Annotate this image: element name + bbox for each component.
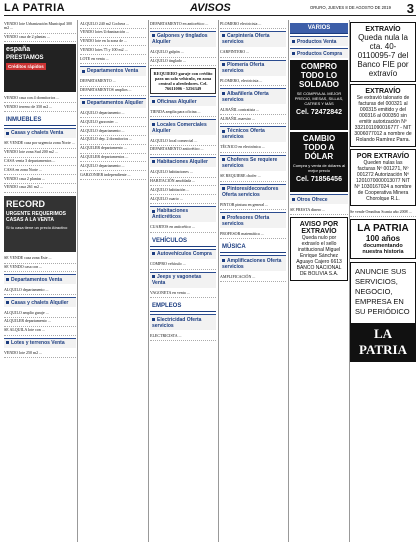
- centenary-logo: LA PATRIA: [357, 222, 409, 234]
- cambio-phone: Cel. 71856456: [296, 176, 342, 183]
- bullet-icon: [222, 259, 225, 262]
- category-bar: [150, 206, 216, 222]
- cambio-sub: Compra y venta de dólares al mejor precio: [292, 163, 346, 173]
- classified-ad: TIENDA amplia para oficina ...: [150, 108, 216, 117]
- classified-ad: PLOMERO electricista ...: [220, 20, 286, 29]
- extravio-title: EXTRAVÍO: [365, 88, 401, 95]
- bullet-icon: [222, 216, 225, 219]
- category-label: Electricidad Oferta servicios: [152, 316, 202, 329]
- category-label: Plomería Oferta servicios: [222, 62, 265, 75]
- category-label: Oficinas Alquiler: [157, 98, 197, 105]
- classified-ad: ALBAÑIL maestro ...: [220, 115, 286, 124]
- category-label: Productos Venta: [297, 38, 337, 45]
- centenary-years: 100 años: [365, 233, 401, 243]
- classified-ad: ALQUILER departamento ...: [80, 145, 146, 154]
- bullet-icon: [222, 158, 225, 161]
- bullet-icon: [222, 34, 225, 37]
- centenary-advert: [350, 219, 416, 259]
- bullet-icon: [152, 123, 155, 126]
- category-label: Autovehículos Compra: [157, 251, 212, 258]
- classified-ad: ELECTRICISTA ...: [150, 332, 216, 341]
- classified-ad: ALQUILO departamento ...: [4, 286, 76, 295]
- column-6: [350, 20, 416, 542]
- classified-ad: CASA venta 3 departamentos ...: [4, 158, 76, 167]
- classified-ad: ALQUILO local comercial ...: [150, 137, 216, 146]
- category-label: Profesores Oferta servicios: [222, 214, 270, 227]
- category-bar: [220, 255, 286, 271]
- category-label: Pintores/decoradores Oferta servicios: [222, 186, 279, 199]
- classified-ad: VENDO casa 2 plantas ...: [4, 175, 76, 184]
- record-title: RECORD: [6, 198, 46, 209]
- classified-ad: Se vende Omnibus Scania año 2008 ...: [350, 208, 416, 217]
- classified-ad: ALQUILO departamento ...: [80, 127, 146, 136]
- aviso-body: Queda nulo por extravío el sello institucional Miguel Enrique Sánchez Aguayo Cajero 6613 BANCO NACIONAL DE BOLIVIA S.A.: [296, 234, 342, 277]
- category-bar: [150, 272, 216, 288]
- category-label: Casas y chalets Venta: [11, 130, 64, 137]
- category-bar: [220, 184, 286, 200]
- section-heading-varios: VARIOS: [290, 23, 348, 34]
- classified-ad: CARPINTERO ...: [220, 49, 286, 58]
- cambio-title: CAMBIO TODO A DÓLAR: [302, 134, 336, 161]
- category-label: Albañilería Oferta servicios: [222, 90, 269, 103]
- extravio-title: POR EXTRAVÍO: [356, 153, 410, 160]
- category-label: Técnicos Oferta servicios: [222, 128, 265, 141]
- category-bar: [80, 98, 146, 108]
- bullet-icon: [222, 63, 225, 66]
- bullet-icon: [82, 70, 85, 73]
- column-5: [290, 20, 348, 542]
- bullet-icon: [152, 210, 155, 213]
- classified-ad: ALQUILO galpón ...: [150, 49, 216, 58]
- extravio-body: Queda nula la cta. 40-0110095-7 del Banco FIE por extravío: [357, 33, 409, 78]
- column-1: [4, 20, 76, 542]
- classified-ad: ALQUILO departamento ...: [80, 162, 146, 171]
- category-bar: [4, 338, 76, 348]
- category-label: Choferes Se requiere servicios: [222, 157, 278, 170]
- category-bar: [150, 96, 216, 106]
- classified-ad: PLOMERO, electricista ...: [220, 78, 286, 87]
- bullet-icon: [6, 301, 9, 304]
- category-bar: [290, 48, 348, 58]
- column-3: [150, 20, 216, 542]
- category-label: Habitaciones Anticréticos: [152, 208, 189, 221]
- garage-request-box: REQUIERO garaje con crédito para un solo vehículo, en zona central o alrededores. Cel. 76611006 - 5256349: [150, 68, 216, 94]
- extravio-advert: [350, 22, 416, 82]
- classified-ad: ALQUILO 240 m2 Cochera ...: [80, 20, 146, 29]
- category-label: Locales Comerciales Alquiler: [152, 121, 207, 134]
- classified-ad: GARZONIER independiente ...: [80, 171, 146, 180]
- classified-ad: VENDO lote Urbanización Municipal 300 m2 ...: [4, 20, 76, 34]
- classified-ad: CASA en zona Norte ...: [4, 166, 76, 175]
- classified-ad: VENDO lotes 75 y 100 m2 ...: [80, 46, 146, 55]
- classified-ad: VENDO casa con 4 dormitorios ...: [4, 94, 76, 103]
- category-bar: [220, 212, 286, 228]
- category-label: Departamentos Alquiler: [87, 100, 144, 107]
- extravio-body: Queden nulas las facturas Nº 001271, Nº 001272 Autorización Nº 1201070000013077 NIT Nº 1030167024 a nombre de Cooperativa Minera Chorolque R.L.: [354, 160, 412, 202]
- category-bar: [220, 31, 286, 47]
- category-bar: [80, 66, 146, 76]
- column-4: [220, 20, 286, 542]
- classified-ad: COMPRO vehículo ...: [150, 261, 216, 270]
- category-bar: [290, 194, 348, 204]
- page-number: 3: [406, 1, 414, 16]
- category-label: Productos Compra: [297, 50, 343, 57]
- classified-ad: AMPLIFICACIÓN ...: [220, 273, 286, 282]
- category-label: Habitaciones Alquiler: [157, 159, 208, 166]
- classified-ad: SE VENDO casa con ...: [4, 264, 76, 273]
- bullet-icon: [292, 52, 295, 55]
- category-bar: [4, 297, 76, 307]
- record-advert: [4, 196, 76, 252]
- bullet-icon: [6, 341, 9, 344]
- bullet-icon: [152, 160, 155, 163]
- cambio-advert: [290, 132, 348, 192]
- classified-ad: ALQUILO amplio garaje ...: [4, 309, 76, 318]
- classified-ad: ALQUILO cuarto ...: [150, 195, 216, 204]
- category-label: Casas y chalets Alquiler: [11, 299, 69, 306]
- classified-ad: VENDO casa de 2 plantas ...: [4, 34, 76, 43]
- classified-ad: ALQUILO habitación ...: [150, 186, 216, 195]
- classified-ad: HABITACIÓN amoblada ...: [150, 178, 216, 187]
- classified-ad: ALQUILER departamento ...: [4, 318, 76, 327]
- extravio-advert: [350, 84, 416, 147]
- category-bar: [150, 157, 216, 167]
- compro-sub: SE COMPRA AL MEJOR PRECIO, MESAS, SILLAS, CATRES Y MÁS: [294, 91, 344, 106]
- category-bar: [150, 314, 216, 330]
- bullet-icon: [152, 34, 155, 37]
- compro-advert: [290, 60, 348, 130]
- category-label: Departamentos Venta: [87, 68, 139, 75]
- column-rule: [218, 20, 219, 542]
- bullet-icon: [82, 101, 85, 104]
- anuncie-logo: LA PATRIA: [351, 323, 415, 361]
- espana-line: PRESTAMOS: [6, 55, 44, 62]
- column-rule: [148, 20, 149, 542]
- classified-ad: ALQUILO garzonier ...: [80, 118, 146, 127]
- classified-ad: TÉCNICO en electrónica ...: [220, 144, 286, 153]
- bullet-icon: [6, 132, 9, 135]
- dateline: ORURO, JUEVES 8 DE AGOSTO DE 2019: [310, 5, 391, 10]
- classified-ad: SE VENDE casa por urgencia zona Norte ...: [4, 140, 76, 149]
- espana-logo: españa: [6, 46, 31, 54]
- section-heading-vehiculos: VEHÍCULOS: [150, 236, 216, 247]
- classified-ad: PROFESOR matemática ...: [220, 230, 286, 239]
- category-label: Lotes y terrenos Venta: [11, 340, 65, 347]
- bullet-icon: [222, 130, 225, 133]
- column-rule: [77, 20, 78, 542]
- category-label: Jeeps y vagonetas Venta: [152, 274, 202, 287]
- classified-ad: DEPARTAMENTO en anticrético ...: [150, 20, 216, 29]
- bullet-icon: [6, 278, 9, 281]
- extravio-advert: [350, 149, 416, 206]
- classified-ad: VENDO lote 250 m2 ...: [4, 350, 76, 359]
- bullet-icon: [222, 92, 225, 95]
- category-bar: [4, 274, 76, 284]
- espana-sub: Créditos rápidos: [8, 64, 44, 70]
- classified-ad: PINTOR pintura en general ...: [220, 202, 286, 211]
- category-bar: [150, 31, 216, 47]
- category-bar: [150, 119, 216, 135]
- extravio-body: Se extravió talonario de facturas del 000321 al 000315 emitido y del 000316 al 000350 sin emitir autorización Nº 3321011090016777 - NIT 3006077012 a nombre de Rolando Ramírez Parra.: [354, 95, 412, 143]
- column-2: [80, 20, 146, 542]
- bullet-icon: [152, 275, 155, 278]
- aviso-title: AVISO POR EXTRAVÍO: [299, 220, 339, 235]
- bullet-icon: [152, 252, 155, 255]
- classified-ad: VENDO lotes Urbanización ...: [80, 29, 146, 38]
- section-heading-empleos: EMPLEOS: [150, 301, 216, 312]
- bullet-icon: [292, 198, 295, 201]
- classified-ad: SE ALQUILA lote con ...: [4, 327, 76, 336]
- category-bar: [4, 128, 76, 138]
- classified-ad: CUARTOS en anticrético ...: [150, 224, 216, 233]
- category-label: Galpones y tinglados Alquiler: [152, 33, 208, 46]
- category-label: Amplificaciones Oferta servicios: [222, 257, 282, 270]
- compro-phone: Cel. 72472842: [296, 109, 342, 116]
- section-title: AVISOS: [190, 2, 231, 14]
- category-bar: [290, 36, 348, 46]
- classified-ad: LOTE en venta ...: [80, 55, 146, 64]
- category-bar: [220, 60, 286, 76]
- bullet-icon: [152, 100, 155, 103]
- centenary-desc: documentando nuestra historia: [362, 242, 404, 255]
- section-heading-musica: MÚSICA: [220, 242, 286, 253]
- classified-ad: VENDO lote en la zona de ...: [80, 38, 146, 47]
- category-bar: [220, 155, 286, 171]
- bullet-icon: [152, 318, 155, 321]
- classified-ad: VENDO lote zona Sud 200 m2 ...: [4, 149, 76, 158]
- bullet-icon: [292, 40, 295, 43]
- anuncie-text: ANUNCIE SUS SERVICIOS, NEGOCIO, EMPRESA EN SU PERIÓDICO: [355, 266, 410, 316]
- section-heading-inmuebles: INMUEBLES: [4, 115, 76, 126]
- compro-title: COMPRO TODO LO SOLDADO: [299, 62, 339, 89]
- category-bar: [150, 249, 216, 259]
- classified-ad: SE REQUIERE chofer ...: [220, 173, 286, 182]
- classified-ad: ALQUILO departamento ...: [80, 110, 146, 119]
- aviso-advert: [290, 217, 348, 281]
- classified-ad: DEPARTAMENTOS amplios ...: [80, 87, 146, 96]
- classified-ad: ALBAÑIL contratista ...: [220, 106, 286, 115]
- classified-ad: DEPARTAMENTO ...: [80, 78, 146, 87]
- masthead: LA PATRIA: [4, 2, 66, 14]
- classified-ad: VENDO terreno de 350 m2 ...: [4, 103, 76, 112]
- bullet-icon: [222, 187, 225, 190]
- category-label: Otros Ofrece: [297, 196, 328, 203]
- classified-ad: ALQUILO habitaciones ...: [150, 169, 216, 178]
- category-label: Departamentos Venta: [11, 276, 63, 283]
- category-label: Carpintería Oferta servicios: [222, 33, 270, 46]
- category-bar: [220, 88, 286, 104]
- anuncie-advert: [350, 262, 416, 362]
- classified-ad: ALQUILO tinglado ...: [150, 58, 216, 67]
- record-sub: URGENTE REQUERIMOS CASAS A LA VENTA: [6, 210, 67, 223]
- classified-ad: VAGONETA en venta ...: [150, 290, 216, 299]
- extravio-title: EXTRAVÍO: [365, 26, 401, 33]
- record-detail: Si tu casa tiene un precio Atractivo: [6, 224, 68, 230]
- classified-ad: SE VENDE casa zona Este ...: [4, 255, 76, 264]
- classified-ad: ALQUILER departamentos ...: [80, 154, 146, 163]
- classified-ad: SE PRESTA dinero ...: [290, 206, 348, 215]
- column-rule: [288, 20, 289, 542]
- espana-advert: [4, 44, 76, 92]
- page-header: [4, 2, 416, 16]
- classified-ad: VENDO casa 261 m2 ...: [4, 184, 76, 193]
- classified-ad: ALQUILO dep. 2 dormitorios ...: [80, 136, 146, 145]
- classified-ad: DEPARTAMENTO anticrético ...: [150, 146, 216, 155]
- category-bar: [220, 126, 286, 142]
